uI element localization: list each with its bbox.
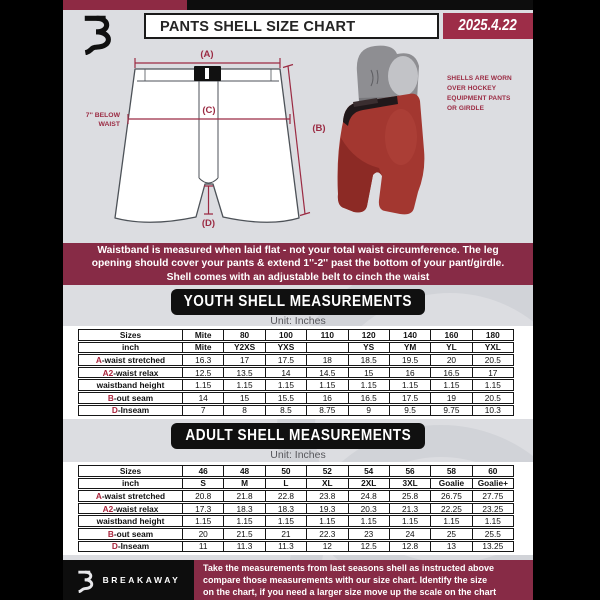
row-label: D -Inseam [111, 541, 150, 552]
footer-instructions [194, 560, 533, 600]
table-row [78, 515, 514, 527]
table-cell: 20 [430, 355, 471, 365]
table-cell: 13.5 [223, 368, 264, 378]
table-row [78, 342, 514, 354]
table-cell: 1.15 [430, 380, 471, 390]
table-cell: 11 [182, 542, 223, 552]
table-cell: 60 [472, 466, 513, 476]
table-row [78, 503, 514, 515]
breakaway-logo-icon [77, 568, 97, 593]
table-cell: 15 [223, 393, 264, 403]
measure-label-c: (C) [202, 105, 216, 116]
adult-section-title: ADULT SHELL MEASUREMENTS [185, 427, 411, 444]
top-decorative-strip [63, 0, 533, 10]
photo-caption: SHELLS ARE WORN OVER HOCKEY EQUIPMENT PANTS OR GIRDLE [447, 75, 512, 113]
table-cell: 25 [430, 529, 471, 539]
table-cell: 22.8 [265, 491, 306, 501]
row-label: A2 -waist relax [102, 367, 159, 378]
table-cell: 1.15 [223, 516, 264, 526]
table-cell [306, 343, 347, 353]
measure-letter: B [107, 528, 114, 539]
girdle-pad-highlight [388, 56, 418, 96]
table-row [78, 478, 514, 490]
table-cell: 3XL [389, 479, 430, 489]
measure-letter: A2 [102, 503, 114, 514]
table-cell: 56 [389, 466, 430, 476]
table-cell: 100 [265, 330, 306, 340]
table-cell: 16 [306, 393, 347, 403]
table-cell: XL [306, 479, 347, 489]
info-line: Shell comes with an adjustable belt to cinch the waist [166, 271, 430, 283]
shorts-outline [115, 69, 299, 222]
table-row [78, 329, 514, 341]
table-row [78, 367, 514, 379]
footer-line: compare those measurements with our size chart. Identify the size [203, 574, 488, 585]
table-cell: 17 [223, 355, 264, 365]
footer-line: on the chart, if you need a larger size move up the scale on the chart [203, 586, 497, 597]
info-line: opening should cover your pants & extend 1''-2'' past the bottom of your pant/girdle. [91, 258, 505, 270]
table-cell: 12.8 [389, 542, 430, 552]
table-cell: 21.5 [223, 529, 264, 539]
table-cell: YL [430, 343, 471, 353]
youth-table-panel [63, 326, 533, 419]
table-row [78, 379, 514, 391]
table-cell: 22.25 [430, 504, 471, 514]
adult-table-panel [63, 462, 533, 555]
table-cell: 13 [430, 542, 471, 552]
shell-measurement-diagram [83, 46, 333, 238]
youth-section-banner [171, 289, 425, 315]
table-cell: 20.8 [182, 491, 223, 501]
measure-label-b: (B) [312, 123, 326, 134]
table-cell: 20.5 [472, 355, 513, 365]
table-cell: 14 [182, 393, 223, 403]
table-cell: 58 [430, 466, 471, 476]
table-cell: 12.5 [182, 368, 223, 378]
table-cell: 23.25 [472, 504, 513, 514]
table-cell: 18.5 [348, 355, 389, 365]
table-cell: 23.8 [306, 491, 347, 501]
info-banner [63, 243, 533, 285]
table-cell: 22.3 [306, 529, 347, 539]
table-cell: 11.3 [223, 542, 264, 552]
shell-photo-illustration [335, 42, 440, 222]
table-cell: 180 [472, 330, 513, 340]
table-cell: 18.3 [265, 504, 306, 514]
table-cell: 1.15 [265, 380, 306, 390]
table-cell: L [265, 479, 306, 489]
table-cell: M [223, 479, 264, 489]
youth-section-title: YOUTH SHELL MEASUREMENTS [183, 293, 413, 310]
table-cell: 1.15 [182, 380, 223, 390]
table-cell: Mite [182, 330, 223, 340]
table-cell: 17 [472, 368, 513, 378]
table-cell: YM [389, 343, 430, 353]
table-cell: YXL [472, 343, 513, 353]
table-cell: 1.15 [389, 380, 430, 390]
table-cell: 2XL [348, 479, 389, 489]
table-cell: 1.15 [389, 516, 430, 526]
table-cell: 9 [348, 406, 389, 416]
row-label: B -out seam [107, 528, 154, 539]
adult-section-banner [171, 423, 425, 449]
table-cell: 23 [348, 529, 389, 539]
table-cell: 10.3 [472, 406, 513, 416]
row-label: D -Inseam [111, 405, 150, 416]
table-cell: 7 [182, 406, 223, 416]
table-cell: 54 [348, 466, 389, 476]
brand-wordmark: BREAKAWAY [102, 575, 181, 585]
table-cell: 20 [182, 529, 223, 539]
table-cell: 13.25 [472, 542, 513, 552]
table-cell: S [182, 479, 223, 489]
maroon-strip [63, 0, 187, 10]
table-cell: 9.75 [430, 406, 471, 416]
table-cell: 17.3 [182, 504, 223, 514]
table-cell: 1.15 [265, 516, 306, 526]
measure-line-d [204, 186, 213, 214]
row-label: A -waist stretched [95, 355, 166, 365]
table-cell: 110 [306, 330, 347, 340]
belt-buckle-slot [205, 68, 209, 79]
shell-highlight [385, 109, 417, 165]
table-cell: Goalie+ [472, 479, 513, 489]
row-label: B -out seam [107, 392, 154, 403]
adult-size-table [78, 465, 514, 553]
table-cell: 19.5 [389, 355, 430, 365]
table-cell: 15 [348, 368, 389, 378]
flyer-content [63, 0, 533, 600]
table-row [78, 392, 514, 404]
table-cell: Goalie [430, 479, 471, 489]
row-label: inch [121, 478, 140, 489]
table-cell: 12 [306, 542, 347, 552]
page-title-text: PANTS SHELL SIZE CHART [160, 17, 356, 35]
table-cell: 46 [182, 466, 223, 476]
table-cell: 24 [389, 529, 430, 539]
table-cell: 11.3 [265, 542, 306, 552]
page-title [144, 13, 439, 39]
table-cell: 8.75 [306, 406, 347, 416]
table-cell: 21.8 [223, 491, 264, 501]
table-cell: 19.3 [306, 504, 347, 514]
measure-letter: D [111, 405, 118, 416]
table-row [78, 354, 514, 366]
table-row [78, 465, 514, 477]
table-cell: YS [348, 343, 389, 353]
table-cell: 15.5 [265, 393, 306, 403]
table-cell: 24.8 [348, 491, 389, 501]
table-cell: 16.3 [182, 355, 223, 365]
table-cell: 25.8 [389, 491, 430, 501]
table-cell: 1.15 [348, 380, 389, 390]
table-cell: 1.15 [306, 516, 347, 526]
table-cell: 27.75 [472, 491, 513, 501]
table-cell: 14 [265, 368, 306, 378]
table-cell: Mite [182, 343, 223, 353]
table-cell: 160 [430, 330, 471, 340]
date-text: 2025.4.22 [458, 17, 518, 34]
table-cell: 9.5 [389, 406, 430, 416]
unit-label: Unit: Inches [270, 315, 326, 327]
row-label: A -waist stretched [95, 491, 166, 501]
measure-letter: A2 [102, 367, 114, 378]
measure-label-a: (A) [200, 49, 214, 60]
table-cell: 20.5 [472, 393, 513, 403]
row-label: Sizes [119, 330, 142, 340]
table-cell: 1.15 [306, 380, 347, 390]
row-label: inch [121, 342, 140, 353]
table-cell: 19 [430, 393, 471, 403]
table-cell: 16.5 [348, 393, 389, 403]
table-cell: Y2XS [223, 343, 264, 353]
measure-label-d: (D) [201, 218, 216, 229]
table-cell: 18.3 [223, 504, 264, 514]
table-cell: 21.3 [389, 504, 430, 514]
date-badge [443, 13, 533, 39]
table-cell: 1.15 [430, 516, 471, 526]
table-cell: 17.5 [389, 393, 430, 403]
table-cell: YXS [265, 343, 306, 353]
waist-note-line1: 7'' BELOW [85, 112, 120, 119]
waist-note-line2: WAIST [98, 121, 120, 128]
row-label: waistband height [96, 516, 165, 526]
table-cell: 18 [306, 355, 347, 365]
table-cell: 26.75 [430, 491, 471, 501]
info-line: Waistband is measured when laid flat - not your total waist circumference. The leg [97, 244, 499, 256]
table-cell: 8 [223, 406, 264, 416]
table-cell: 1.15 [223, 380, 264, 390]
table-cell: 48 [223, 466, 264, 476]
measure-letter: D [111, 541, 118, 552]
table-row [78, 490, 514, 502]
row-label: A2 -waist relax [102, 503, 159, 514]
table-cell: 21 [265, 529, 306, 539]
table-cell: 1.15 [348, 516, 389, 526]
table-cell: 12.5 [348, 542, 389, 552]
row-label: waistband height [96, 380, 165, 390]
footer-brand-box [63, 560, 194, 600]
table-cell: 52 [306, 466, 347, 476]
breakaway-logo-icon [80, 11, 120, 55]
table-cell: 120 [348, 330, 389, 340]
table-cell: 8.5 [265, 406, 306, 416]
youth-size-table [78, 329, 514, 417]
table-row [78, 405, 514, 417]
unit-label: Unit: Inches [270, 449, 326, 461]
table-cell: 1.15 [472, 516, 513, 526]
table-cell: 14.5 [306, 368, 347, 378]
table-row [78, 528, 514, 540]
table-cell: 140 [389, 330, 430, 340]
measure-letter: B [107, 392, 114, 403]
measure-letter: A [95, 491, 102, 501]
measure-letter: A [95, 355, 102, 365]
black-strip [187, 0, 533, 10]
table-cell: 17.5 [265, 355, 306, 365]
table-cell: 1.15 [472, 380, 513, 390]
table-row [78, 541, 514, 553]
footer-line: Take the measurements from last seasons shell as instructed above [203, 563, 494, 573]
table-cell: 80 [223, 330, 264, 340]
table-cell: 16.5 [430, 368, 471, 378]
table-cell: 50 [265, 466, 306, 476]
table-cell: 1.15 [182, 516, 223, 526]
table-cell: 16 [389, 368, 430, 378]
table-cell: 20.3 [348, 504, 389, 514]
table-cell: 25.5 [472, 529, 513, 539]
row-label: Sizes [119, 466, 142, 476]
